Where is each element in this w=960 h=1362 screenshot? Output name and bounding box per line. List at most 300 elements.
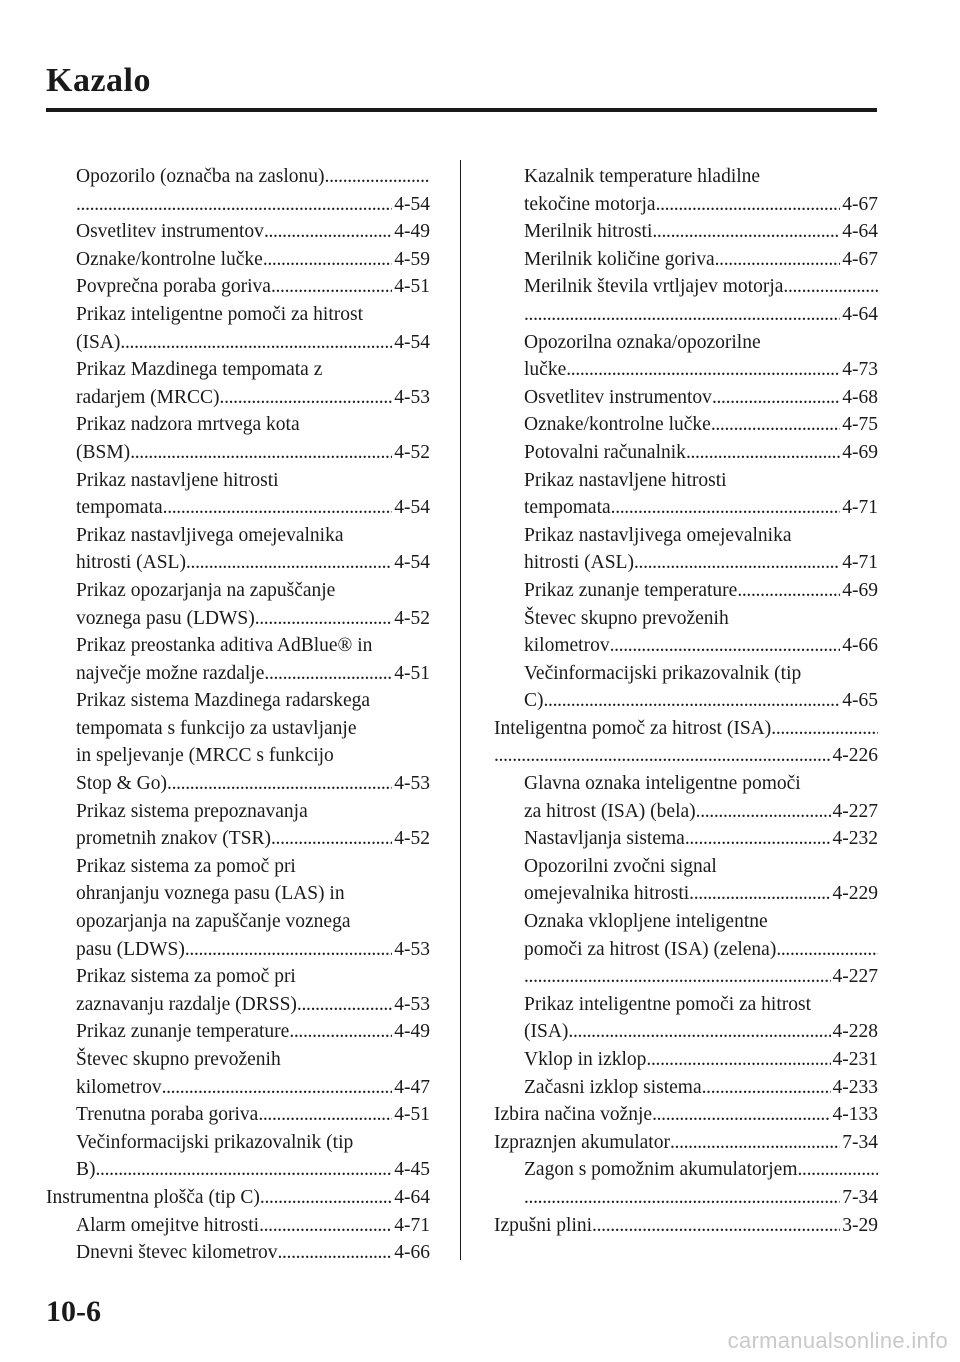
index-entry-line bbox=[76, 963, 430, 991]
index-entry-line bbox=[76, 411, 430, 439]
leader-dots bbox=[524, 301, 840, 329]
index-entry-line bbox=[76, 660, 430, 688]
index-entry[interactable] bbox=[494, 1129, 878, 1157]
index-entry-text: (BSM) bbox=[76, 441, 131, 463]
index-entry[interactable] bbox=[46, 577, 430, 632]
index-column-right bbox=[494, 163, 878, 1239]
index-entry-line bbox=[76, 246, 430, 274]
index-entry-line bbox=[76, 936, 430, 964]
index-entry-text: prometnih znakov (TSR) bbox=[76, 828, 271, 850]
index-entry[interactable] bbox=[46, 467, 430, 522]
page-reference[interactable]: 4-67 bbox=[842, 193, 878, 215]
index-entry[interactable] bbox=[46, 1101, 430, 1129]
index-entry-line bbox=[46, 1184, 430, 1212]
watermark: carmanualsonline.info bbox=[727, 1328, 948, 1353]
page-reference[interactable]: 4-54 bbox=[394, 552, 430, 574]
leader-dots bbox=[277, 1239, 392, 1267]
page-reference[interactable]: 4-49 bbox=[394, 221, 430, 243]
index-entry-text: Večinformacijski prikazovalnik (tip bbox=[524, 662, 802, 684]
index-entry-text: Prikaz sistema za pomoč pri bbox=[76, 855, 296, 877]
index-entry-text: tekočine motorja bbox=[524, 193, 656, 215]
index-entry-text: tempomata bbox=[76, 497, 163, 519]
index-entry-text: Opozorilni zvočni signal bbox=[524, 855, 717, 877]
index-entry-line bbox=[76, 825, 430, 853]
index-entry-line bbox=[524, 549, 878, 577]
index-entry[interactable] bbox=[494, 439, 878, 467]
index-entry-text: Izpraznjen akumulator bbox=[494, 1131, 670, 1153]
index-entry-line bbox=[76, 191, 430, 219]
index-entry-line bbox=[524, 825, 878, 853]
leader-dots bbox=[776, 936, 878, 964]
page-reference[interactable]: 4-47 bbox=[394, 1076, 430, 1098]
leader-dots bbox=[656, 191, 841, 219]
leader-dots bbox=[696, 798, 831, 826]
leader-dots bbox=[711, 411, 840, 439]
index-entry[interactable] bbox=[494, 1046, 878, 1074]
leader-dots bbox=[715, 246, 841, 274]
index-entry-line bbox=[524, 273, 878, 301]
index-entry-line bbox=[524, 356, 878, 384]
page-reference[interactable]: 4-233 bbox=[832, 1076, 878, 1098]
page-reference[interactable]: 4-133 bbox=[832, 1104, 878, 1126]
page-reference[interactable]: 4-49 bbox=[394, 1021, 430, 1043]
leader-dots bbox=[798, 1156, 879, 1184]
index-entry-text: Prikaz inteligentne pomoči za hitrost bbox=[76, 303, 364, 325]
index-entry-text: Večinformacijski prikazovalnik (tip bbox=[76, 1131, 354, 1153]
index-entry[interactable] bbox=[494, 1156, 878, 1211]
page-reference[interactable]: 4-75 bbox=[842, 414, 878, 436]
leader-dots bbox=[544, 687, 841, 715]
index-entry-line bbox=[76, 1239, 430, 1267]
leader-dots bbox=[325, 163, 430, 191]
index-entry-text: Trenutna poraba goriva bbox=[76, 1104, 259, 1126]
page-reference[interactable]: 4-54 bbox=[394, 331, 430, 353]
page-reference[interactable]: 4-53 bbox=[394, 993, 430, 1015]
index-entry-text: Oznake/kontrolne lučke bbox=[524, 414, 711, 436]
page-reference[interactable]: 4-231 bbox=[832, 1049, 878, 1070]
index-entry-line bbox=[76, 1018, 430, 1046]
index-entry-line bbox=[524, 770, 878, 798]
leader-dots bbox=[702, 1074, 831, 1102]
index-entry-text: in speljevanje (MRCC s funkcijo bbox=[76, 745, 334, 767]
leader-dots bbox=[685, 825, 831, 853]
page-reference[interactable]: 4-73 bbox=[842, 359, 878, 381]
index-entry-text: zaznavanju razdalje (DRSS) bbox=[76, 993, 297, 1015]
index-entry-line bbox=[76, 467, 430, 495]
index-entry-text: pasu (LDWS) bbox=[76, 938, 185, 960]
page-reference[interactable]: 7-34 bbox=[842, 1186, 878, 1208]
leader-dots bbox=[255, 605, 393, 633]
index-entry-line bbox=[76, 1212, 430, 1240]
page-reference[interactable]: 4-52 bbox=[394, 828, 430, 850]
page-reference[interactable]: 4-51 bbox=[394, 276, 430, 298]
leader-dots bbox=[524, 1184, 840, 1212]
index-entry-text: Osvetlitev instrumentov bbox=[524, 386, 712, 408]
leader-dots bbox=[264, 218, 392, 246]
page-reference[interactable]: 4-53 bbox=[394, 773, 430, 795]
index-entry[interactable] bbox=[494, 908, 878, 991]
index-entry[interactable] bbox=[494, 853, 878, 908]
page-reference[interactable]: 4-52 bbox=[394, 441, 430, 463]
leader-dots bbox=[646, 1046, 830, 1074]
index-entry-text: za hitrost (ISA) (bela) bbox=[524, 800, 696, 822]
page-reference[interactable]: 4-54 bbox=[394, 497, 430, 519]
index-entry-line bbox=[76, 991, 430, 1019]
index-entry-line bbox=[524, 467, 878, 495]
leader-dots bbox=[120, 329, 392, 357]
index-entry-text: (ISA) bbox=[524, 1021, 569, 1043]
page-reference[interactable]: 4-64 bbox=[842, 303, 878, 325]
index-entry-line bbox=[76, 218, 430, 246]
index-entry-text: Opozorilo (označba na zaslonu) bbox=[76, 166, 325, 187]
index-entry-line bbox=[524, 880, 878, 908]
index-entry-line bbox=[524, 494, 878, 522]
index-entry-text: kilometrov bbox=[76, 1076, 162, 1098]
page-reference[interactable]: 4-227 bbox=[832, 966, 878, 988]
index-entry-text: Števec skupno prevoženih bbox=[524, 607, 729, 629]
leader-dots bbox=[271, 273, 392, 301]
leader-dots bbox=[524, 963, 831, 991]
page-reference[interactable]: 3-29 bbox=[842, 1214, 878, 1236]
index-entry[interactable] bbox=[46, 411, 430, 466]
index-entry-text: tempomata s funkcijo za ustavljanje bbox=[76, 717, 357, 739]
page-reference[interactable]: 4-64 bbox=[394, 1186, 430, 1208]
index-entry[interactable] bbox=[46, 1239, 430, 1267]
page-reference[interactable]: 4-53 bbox=[394, 386, 430, 408]
index-entry-text: Izpušni plini bbox=[494, 1214, 593, 1236]
index-entry[interactable] bbox=[494, 991, 878, 1046]
leader-dots bbox=[634, 549, 840, 577]
index-entry-text: Prikaz zunanje temperature bbox=[524, 579, 738, 601]
index-entry-line bbox=[76, 798, 430, 826]
index-entry-text: Izbira načina vožnje bbox=[494, 1104, 653, 1126]
index-entry[interactable] bbox=[494, 1074, 878, 1102]
page-reference[interactable]: 7-34 bbox=[842, 1131, 878, 1153]
index-entry-text: Merilnik hitrosti bbox=[524, 221, 653, 243]
index-entry-text: lučke bbox=[524, 359, 567, 381]
page-reference[interactable]: 4-51 bbox=[394, 662, 430, 684]
page-reference[interactable]: 4-228 bbox=[832, 1021, 878, 1043]
index-entry-text: (ISA) bbox=[76, 331, 121, 353]
page-reference[interactable]: 4-68 bbox=[842, 386, 878, 408]
index-entry-line bbox=[76, 1074, 430, 1102]
index-entry-text: Prikaz sistema Mazdinega radarskega bbox=[76, 690, 371, 712]
index-entry[interactable] bbox=[494, 273, 878, 328]
index-entry[interactable] bbox=[46, 246, 430, 274]
index-entry-line bbox=[76, 715, 430, 743]
index-entry-text: Prikaz nadzora mrtvega kota bbox=[76, 414, 300, 436]
index-entry-line bbox=[524, 163, 878, 191]
index-entry-line bbox=[76, 329, 430, 357]
index-entry-line bbox=[76, 301, 430, 329]
index-entry-line bbox=[524, 301, 878, 329]
index-entry-line bbox=[524, 660, 878, 688]
index-entry[interactable] bbox=[494, 467, 878, 522]
leader-dots bbox=[297, 991, 392, 1019]
index-entry-text: hitrosti (ASL) bbox=[76, 552, 186, 574]
index-entry-line bbox=[76, 1129, 430, 1157]
page-title: Kazalo bbox=[46, 62, 151, 99]
leader-dots bbox=[568, 1018, 830, 1046]
page-reference[interactable]: 4-71 bbox=[842, 552, 878, 574]
index-entry-text: Prikaz inteligentne pomoči za hitrost bbox=[524, 993, 812, 1015]
index-entry-line bbox=[494, 742, 878, 770]
index-entry-text: Kazalnik temperature hladilne bbox=[524, 166, 761, 187]
index-entry-line bbox=[524, 605, 878, 633]
index-entry[interactable] bbox=[46, 632, 430, 687]
header-rule bbox=[46, 108, 877, 112]
index-entry-line bbox=[524, 1018, 878, 1046]
leader-dots bbox=[220, 384, 393, 412]
index-entry-text: ohranjanju voznega pasu (LAS) in bbox=[76, 883, 345, 905]
index-entry-text: Oznake/kontrolne lučke bbox=[76, 248, 263, 270]
index-entry-text: kilometrov bbox=[524, 635, 610, 657]
index-entry[interactable] bbox=[46, 1184, 430, 1212]
index-entry-line bbox=[524, 329, 878, 357]
index-entry[interactable] bbox=[46, 163, 430, 218]
index-entry-line bbox=[76, 356, 430, 384]
leader-dots bbox=[263, 246, 392, 274]
leader-dots bbox=[712, 384, 840, 412]
index-entry-text: C) bbox=[524, 690, 544, 712]
leader-dots bbox=[652, 218, 840, 246]
index-entry-text: Števec skupno prevoženih bbox=[76, 1049, 281, 1070]
index-entry-text: hitrosti (ASL) bbox=[524, 552, 634, 574]
index-entry-line bbox=[524, 384, 878, 412]
page-reference[interactable]: 4-232 bbox=[832, 828, 878, 850]
index-entry-line bbox=[494, 1212, 878, 1240]
index-entry-line bbox=[76, 384, 430, 412]
index-entry-text: voznega pasu (LDWS) bbox=[76, 607, 255, 629]
index-entry-line bbox=[494, 1129, 878, 1157]
index-entry[interactable] bbox=[46, 218, 430, 246]
index-entry-text: tempomata bbox=[524, 497, 611, 519]
leader-dots bbox=[611, 494, 841, 522]
page-reference[interactable]: 4-45 bbox=[394, 1159, 430, 1181]
leader-dots bbox=[271, 825, 392, 853]
index-entry-line bbox=[76, 273, 430, 301]
leader-dots bbox=[737, 577, 840, 605]
index-entry[interactable] bbox=[494, 1101, 878, 1129]
leader-dots bbox=[689, 880, 830, 908]
index-entry-line bbox=[76, 853, 430, 881]
index-entry-text: Stop & Go) bbox=[76, 773, 168, 795]
leader-dots bbox=[289, 1018, 392, 1046]
page-number: 10-6 bbox=[46, 1295, 101, 1328]
leader-dots bbox=[76, 191, 392, 219]
index-entry-line bbox=[76, 687, 430, 715]
index-entry-line bbox=[524, 522, 878, 550]
index-entry-line bbox=[524, 1184, 878, 1212]
index-entry[interactable] bbox=[494, 1212, 878, 1240]
index-entry-text: Instrumentna plošča (tip C) bbox=[46, 1186, 260, 1208]
index-entry[interactable] bbox=[46, 1018, 430, 1046]
index-entry-line bbox=[76, 1101, 430, 1129]
page-reference[interactable]: 4-66 bbox=[842, 635, 878, 657]
index-entry-text: Nastavljanja sistema bbox=[524, 828, 685, 850]
index-entry-text: Alarm omejitve hitrosti bbox=[76, 1214, 260, 1236]
index-entry-text: Prikaz nastavljivega omejevalnika bbox=[76, 524, 344, 546]
index-entry[interactable] bbox=[46, 273, 430, 301]
index-entry-line bbox=[524, 218, 878, 246]
index-entry-line bbox=[524, 991, 878, 1019]
page-reference[interactable]: 4-229 bbox=[832, 883, 878, 905]
leader-dots bbox=[96, 1156, 393, 1184]
index-entry-text: Prikaz nastavljene hitrosti bbox=[76, 469, 279, 491]
page-reference[interactable]: 4-69 bbox=[842, 441, 878, 463]
leader-dots bbox=[610, 632, 841, 660]
index-entry[interactable] bbox=[494, 660, 878, 715]
index-entry[interactable] bbox=[494, 218, 878, 246]
index-entry-line bbox=[524, 411, 878, 439]
index-entry[interactable] bbox=[494, 522, 878, 577]
index-entry-line bbox=[76, 605, 430, 633]
leader-dots bbox=[185, 936, 392, 964]
leader-dots bbox=[686, 439, 840, 467]
index-entry-line bbox=[76, 908, 430, 936]
leader-dots bbox=[652, 1101, 830, 1129]
index-entry-line bbox=[76, 742, 430, 770]
index-entry-text: Prikaz sistema prepoznavanja bbox=[76, 800, 308, 822]
index-entry[interactable] bbox=[494, 411, 878, 439]
index-entry-line bbox=[524, 798, 878, 826]
index-entry[interactable] bbox=[494, 770, 878, 825]
index-entry-line bbox=[524, 963, 878, 991]
index-entry-line bbox=[524, 632, 878, 660]
index-entry-line bbox=[524, 853, 878, 881]
page-reference[interactable]: 4-51 bbox=[394, 1104, 430, 1126]
page-reference[interactable]: 4-53 bbox=[394, 938, 430, 960]
index-entry-text: Prikaz opozarjanja na zapuščanje bbox=[76, 579, 336, 601]
index-entry-line bbox=[76, 880, 430, 908]
index-entry-line bbox=[524, 191, 878, 219]
index-entry-line bbox=[76, 163, 430, 191]
index-entry-line bbox=[524, 577, 878, 605]
index-entry-line bbox=[76, 549, 430, 577]
index-entry-line bbox=[76, 439, 430, 467]
index-entry-text: Potovalni računalnik bbox=[524, 441, 686, 463]
index-entry-text: opozarjanja na zapuščanje voznega bbox=[76, 911, 351, 933]
index-entry-text: Prikaz nastavljene hitrosti bbox=[524, 469, 727, 491]
leader-dots bbox=[162, 1074, 393, 1102]
index-entry[interactable] bbox=[494, 246, 878, 274]
index-entry-text: Dnevni števec kilometrov bbox=[76, 1242, 278, 1264]
index-entry-text: Osvetlitev instrumentov bbox=[76, 221, 264, 243]
index-entry-text: največje možne razdalje bbox=[76, 662, 265, 684]
index-entry-text: B) bbox=[76, 1159, 96, 1181]
index-entry[interactable] bbox=[46, 356, 430, 411]
index-entry-text: Inteligentna pomoč za hitrost (ISA) bbox=[494, 717, 772, 739]
index-entry[interactable] bbox=[46, 1046, 430, 1101]
index-entry-line bbox=[76, 1046, 430, 1074]
index-entry-line bbox=[524, 687, 878, 715]
leader-dots bbox=[670, 1129, 840, 1157]
index-entry-text: Prikaz sistema za pomoč pri bbox=[76, 966, 296, 988]
index-entry[interactable] bbox=[494, 577, 878, 605]
leader-dots bbox=[167, 770, 392, 798]
index-entry-text: Prikaz Mazdinega tempomata z bbox=[76, 359, 323, 381]
index-entry-line bbox=[76, 770, 430, 798]
index-entry-text: pomoči za hitrost (ISA) (zelena) bbox=[524, 938, 777, 960]
index-entry-text: Vklop in izklop bbox=[524, 1049, 647, 1070]
index-entry-line bbox=[76, 632, 430, 660]
leader-dots bbox=[258, 1101, 392, 1129]
page-reference[interactable]: 4-52 bbox=[394, 607, 430, 629]
page-reference[interactable]: 4-59 bbox=[394, 248, 430, 270]
index-entry-line bbox=[494, 1101, 878, 1129]
index-entry-text: Prikaz zunanje temperature bbox=[76, 1021, 290, 1043]
leader-dots bbox=[494, 742, 831, 770]
index-entry-text: Prikaz preostanka aditiva AdBlue® in bbox=[76, 635, 373, 657]
index-entry-text: Opozorilna oznaka/opozorilne bbox=[524, 331, 761, 353]
index-entry-line bbox=[494, 715, 878, 743]
index-entry-text: Merilnik števila vrtljajev motorja bbox=[524, 276, 784, 298]
leader-dots bbox=[771, 715, 878, 743]
index-entry-text: Začasni izklop sistema bbox=[524, 1076, 702, 1098]
index-entry-text: Oznaka vklopljene inteligentne bbox=[524, 911, 768, 933]
leader-dots bbox=[130, 439, 392, 467]
index-entry[interactable] bbox=[46, 522, 430, 577]
index-column-left bbox=[46, 163, 430, 1267]
page-reference[interactable]: 4-71 bbox=[394, 1214, 430, 1236]
index-entry-line bbox=[524, 439, 878, 467]
index-entry-text: radarjem (MRCC) bbox=[76, 386, 220, 408]
leader-dots bbox=[163, 494, 393, 522]
page-reference[interactable]: 4-54 bbox=[394, 193, 430, 215]
index-entry[interactable] bbox=[46, 687, 430, 797]
index-entry-line bbox=[524, 1046, 878, 1074]
page-reference[interactable]: 4-226 bbox=[832, 745, 878, 767]
leader-dots bbox=[259, 1212, 392, 1240]
column-divider bbox=[460, 160, 461, 1260]
page-reference[interactable]: 4-69 bbox=[842, 579, 878, 601]
index-entry[interactable] bbox=[494, 715, 878, 770]
index-entry-text: Prikaz nastavljivega omejevalnika bbox=[524, 524, 792, 546]
page-reference[interactable]: 4-64 bbox=[842, 221, 878, 243]
page-reference[interactable]: 4-67 bbox=[842, 248, 878, 270]
leader-dots bbox=[264, 660, 392, 688]
index-entry-line bbox=[76, 494, 430, 522]
index-entry-line bbox=[76, 577, 430, 605]
index-entry[interactable] bbox=[46, 798, 430, 853]
index-entry-line bbox=[524, 246, 878, 274]
index-entry[interactable] bbox=[494, 605, 878, 660]
index-entry[interactable] bbox=[494, 329, 878, 384]
index-entry-text: Povprečna poraba goriva bbox=[76, 276, 271, 298]
index-entry-text: Zagon s pomožnim akumulatorjem bbox=[524, 1159, 798, 1181]
index-entry[interactable] bbox=[494, 163, 878, 218]
leader-dots bbox=[783, 273, 878, 301]
index-entry[interactable] bbox=[46, 1212, 430, 1240]
page-reference[interactable]: 4-71 bbox=[842, 497, 878, 519]
page-reference[interactable]: 4-66 bbox=[394, 1242, 430, 1264]
leader-dots bbox=[260, 1184, 392, 1212]
index-entry[interactable] bbox=[46, 301, 430, 356]
index-entry[interactable] bbox=[494, 825, 878, 853]
index-entry-text: omejevalnika hitrosti bbox=[524, 883, 690, 905]
index-entry[interactable] bbox=[494, 384, 878, 412]
index-entry-text: Glavna oznaka inteligentne pomoči bbox=[524, 773, 801, 795]
index-entry-line bbox=[76, 522, 430, 550]
index-entry[interactable] bbox=[46, 963, 430, 1018]
page-reference[interactable]: 4-65 bbox=[842, 690, 878, 712]
index-entry[interactable] bbox=[46, 1129, 430, 1184]
index-entry[interactable] bbox=[46, 853, 430, 963]
page-reference[interactable]: 4-227 bbox=[832, 800, 878, 822]
leader-dots bbox=[592, 1212, 840, 1240]
index-entry-line bbox=[524, 1156, 878, 1184]
index-entry-line bbox=[524, 936, 878, 964]
